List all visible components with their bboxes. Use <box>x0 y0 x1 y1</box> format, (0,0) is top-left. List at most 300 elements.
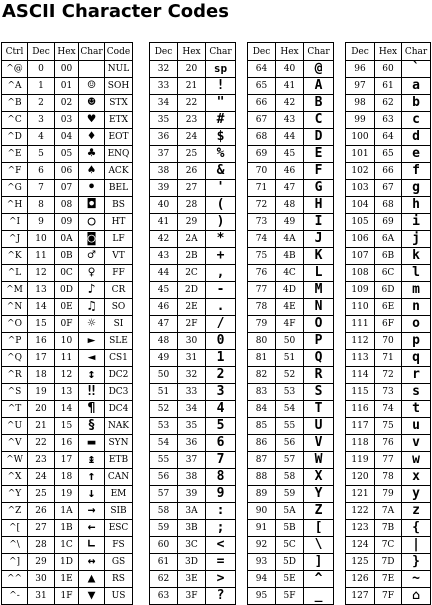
hex-cell: 57 <box>276 452 304 469</box>
table-row <box>2 214 133 231</box>
ctrl-cell: ^U <box>2 418 28 435</box>
dec-cell: 33 <box>150 78 178 95</box>
column-header-char: Char <box>402 43 431 61</box>
table-row <box>248 503 334 520</box>
char-cell: # <box>206 112 236 129</box>
char-cell: 4 <box>206 401 236 418</box>
table-row <box>346 503 431 520</box>
dec-cell: 73 <box>248 214 276 231</box>
dec-cell: 121 <box>346 486 375 503</box>
hex-cell: 03 <box>55 112 79 129</box>
hex-cell: 63 <box>375 112 402 129</box>
char-cell: z <box>402 503 431 520</box>
table-row <box>346 384 431 401</box>
uppercase-header <box>248 43 334 61</box>
hex-cell: 29 <box>178 214 206 231</box>
table-row <box>150 265 236 282</box>
table-row <box>2 248 133 265</box>
hex-cell: 59 <box>276 486 304 503</box>
dec-cell: 39 <box>150 180 178 197</box>
hex-cell: 5B <box>276 520 304 537</box>
dec-cell: 112 <box>346 333 375 350</box>
char-cell: j <box>402 231 431 248</box>
char-cell: c <box>402 112 431 129</box>
hex-cell: 76 <box>375 435 402 452</box>
char-cell: F <box>304 163 334 180</box>
char-cell: ] <box>304 554 334 571</box>
char-cell: > <box>206 571 236 588</box>
table-row <box>346 571 431 588</box>
hex-cell: 2D <box>178 282 206 299</box>
dec-cell: 30 <box>28 571 55 588</box>
char-cell: ◘ <box>79 197 105 214</box>
code-cell: EM <box>105 486 133 503</box>
char-cell: f <box>402 163 431 180</box>
char-cell: A <box>304 78 334 95</box>
char-cell: $ <box>206 129 236 146</box>
hex-cell: 7F <box>375 588 402 605</box>
dec-cell: 60 <box>150 537 178 554</box>
dec-cell: 20 <box>28 401 55 418</box>
table-row <box>346 248 431 265</box>
hex-cell: 74 <box>375 401 402 418</box>
table-row <box>248 61 334 78</box>
table-row <box>2 78 133 95</box>
char-cell: , <box>206 265 236 282</box>
table-row <box>248 469 334 486</box>
dec-cell: 99 <box>346 112 375 129</box>
dec-cell: 10 <box>28 231 55 248</box>
char-cell: o <box>402 316 431 333</box>
char-cell: ♣ <box>79 146 105 163</box>
symbols-digits-table <box>149 42 236 605</box>
hex-cell: 33 <box>178 384 206 401</box>
dec-cell: 58 <box>150 503 178 520</box>
table-row <box>346 129 431 146</box>
hex-cell: 39 <box>178 486 206 503</box>
table-row <box>346 265 431 282</box>
char-cell: < <box>206 537 236 554</box>
code-cell: ETX <box>105 112 133 129</box>
char-cell: p <box>402 333 431 350</box>
hex-cell: 55 <box>276 418 304 435</box>
dec-cell: 97 <box>346 78 375 95</box>
dec-cell: 12 <box>28 265 55 282</box>
dec-cell: 25 <box>28 486 55 503</box>
char-cell: - <box>206 282 236 299</box>
hex-cell: 5D <box>276 554 304 571</box>
char-cell: & <box>206 163 236 180</box>
char-cell: ► <box>79 333 105 350</box>
table-row <box>2 95 133 112</box>
hex-cell: 47 <box>276 180 304 197</box>
table-row <box>2 265 133 282</box>
char-cell: w <box>402 452 431 469</box>
code-cell: GS <box>105 554 133 571</box>
char-cell: } <box>402 554 431 571</box>
table-row <box>346 163 431 180</box>
table-row <box>150 554 236 571</box>
dec-cell: 44 <box>150 265 178 282</box>
char-cell: ! <box>206 78 236 95</box>
hex-cell: 2C <box>178 265 206 282</box>
table-row <box>2 367 133 384</box>
hex-cell: 23 <box>178 112 206 129</box>
table-row <box>248 146 334 163</box>
dec-cell: 87 <box>248 452 276 469</box>
table-row <box>150 214 236 231</box>
char-cell: 0 <box>206 333 236 350</box>
char-cell: a <box>402 78 431 95</box>
code-cell: FS <box>105 537 133 554</box>
hex-cell: 6F <box>375 316 402 333</box>
column-header-dec: Dec <box>150 43 178 61</box>
hex-cell: 14 <box>55 401 79 418</box>
hex-cell: 69 <box>375 214 402 231</box>
table-row <box>150 384 236 401</box>
ctrl-cell: ^M <box>2 282 28 299</box>
table-row <box>248 95 334 112</box>
hex-cell: 41 <box>276 78 304 95</box>
hex-cell: 5F <box>276 588 304 605</box>
dec-cell: 115 <box>346 384 375 401</box>
dec-cell: 109 <box>346 282 375 299</box>
char-cell: M <box>304 282 334 299</box>
hex-cell: 3F <box>178 588 206 605</box>
dec-cell: 70 <box>248 163 276 180</box>
dec-cell: 92 <box>248 537 276 554</box>
char-cell: ↓ <box>79 486 105 503</box>
hex-cell: 61 <box>375 78 402 95</box>
table-row <box>248 384 334 401</box>
hex-cell: 32 <box>178 367 206 384</box>
table-row <box>248 265 334 282</box>
code-cell: ESC <box>105 520 133 537</box>
table-row <box>346 486 431 503</box>
dec-cell: 35 <box>150 112 178 129</box>
char-cell: E <box>304 146 334 163</box>
dec-cell: 117 <box>346 418 375 435</box>
hex-cell: 04 <box>55 129 79 146</box>
code-cell: RS <box>105 571 133 588</box>
dec-cell: 32 <box>150 61 178 78</box>
code-cell: SYN <box>105 435 133 452</box>
table-row <box>248 537 334 554</box>
dec-cell: 84 <box>248 401 276 418</box>
table-row <box>346 299 431 316</box>
table-row <box>2 61 133 78</box>
char-cell: / <box>206 316 236 333</box>
table-row <box>2 554 133 571</box>
char-cell: % <box>206 146 236 163</box>
hex-cell: 60 <box>375 61 402 78</box>
char-cell: ` <box>402 61 431 78</box>
table-row <box>2 350 133 367</box>
code-cell: HT <box>105 214 133 231</box>
table-row <box>248 418 334 435</box>
char-cell: Z <box>304 503 334 520</box>
char-cell: l <box>402 265 431 282</box>
table-row <box>346 469 431 486</box>
dec-cell: 105 <box>346 214 375 231</box>
table-row <box>346 554 431 571</box>
char-cell: r <box>402 367 431 384</box>
table-row <box>150 435 236 452</box>
dec-cell: 63 <box>150 588 178 605</box>
dec-cell: 27 <box>28 520 55 537</box>
table-row <box>248 248 334 265</box>
dec-cell: 120 <box>346 469 375 486</box>
char-cell: " <box>206 95 236 112</box>
hex-cell: 52 <box>276 367 304 384</box>
char-cell: H <box>304 197 334 214</box>
column-header-code: Code <box>105 43 133 61</box>
table-row <box>346 333 431 350</box>
hex-cell: 42 <box>276 95 304 112</box>
hex-cell: 2F <box>178 316 206 333</box>
control-codes-header <box>2 43 133 61</box>
dec-cell: 2 <box>28 95 55 112</box>
char-cell: T <box>304 401 334 418</box>
table-row <box>150 248 236 265</box>
hex-cell: 30 <box>178 333 206 350</box>
header-row <box>346 43 431 61</box>
lowercase-table <box>345 42 431 605</box>
dec-cell: 53 <box>150 418 178 435</box>
dec-cell: 42 <box>150 231 178 248</box>
hex-cell: 2B <box>178 248 206 265</box>
char-cell: ♂ <box>79 248 105 265</box>
table-row <box>2 469 133 486</box>
dec-cell: 71 <box>248 180 276 197</box>
dec-cell: 74 <box>248 231 276 248</box>
hex-cell: 00 <box>55 61 79 78</box>
table-row <box>248 588 334 605</box>
table-row <box>150 78 236 95</box>
code-cell: FF <box>105 265 133 282</box>
table-row <box>2 588 133 605</box>
table-row <box>150 146 236 163</box>
char-cell: _ <box>304 588 334 605</box>
dec-cell: 72 <box>248 197 276 214</box>
dec-cell: 49 <box>150 350 178 367</box>
hex-cell: 19 <box>55 486 79 503</box>
hex-cell: 64 <box>375 129 402 146</box>
hex-cell: 0E <box>55 299 79 316</box>
char-cell: ? <box>206 588 236 605</box>
dec-cell: 22 <box>28 435 55 452</box>
dec-cell: 51 <box>150 384 178 401</box>
table-row <box>2 299 133 316</box>
dec-cell: 100 <box>346 129 375 146</box>
char-cell: J <box>304 231 334 248</box>
dec-cell: 126 <box>346 571 375 588</box>
hex-cell: 67 <box>375 180 402 197</box>
dec-cell: 8 <box>28 197 55 214</box>
table-row <box>150 401 236 418</box>
table-row <box>346 95 431 112</box>
hex-cell: 71 <box>375 350 402 367</box>
hex-cell: 70 <box>375 333 402 350</box>
code-cell: SI <box>105 316 133 333</box>
page-title: ASCII Character Codes <box>2 1 229 22</box>
table-row <box>346 78 431 95</box>
char-cell: ( <box>206 197 236 214</box>
dec-cell: 43 <box>150 248 178 265</box>
hex-cell: 7D <box>375 554 402 571</box>
dec-cell: 50 <box>150 367 178 384</box>
table-row <box>150 61 236 78</box>
ctrl-cell: ^A <box>2 78 28 95</box>
table-row <box>346 61 431 78</box>
char-cell: I <box>304 214 334 231</box>
hex-cell: 6E <box>375 299 402 316</box>
hex-cell: 3A <box>178 503 206 520</box>
column-header-dec: Dec <box>346 43 375 61</box>
hex-cell: 43 <box>276 112 304 129</box>
hex-cell: 0A <box>55 231 79 248</box>
dec-cell: 13 <box>28 282 55 299</box>
char-cell: i <box>402 214 431 231</box>
hex-cell: 36 <box>178 435 206 452</box>
table-row <box>150 486 236 503</box>
char-cell: ☺ <box>79 78 105 95</box>
table-row <box>346 418 431 435</box>
char-cell: ♠ <box>79 163 105 180</box>
hex-cell: 7B <box>375 520 402 537</box>
table-row <box>2 435 133 452</box>
hex-cell: 22 <box>178 95 206 112</box>
dec-cell: 64 <box>248 61 276 78</box>
ctrl-cell: ^E <box>2 146 28 163</box>
hex-cell: 4D <box>276 282 304 299</box>
char-cell: ☼ <box>79 316 105 333</box>
dec-cell: 38 <box>150 163 178 180</box>
table-row <box>248 316 334 333</box>
hex-cell: 08 <box>55 197 79 214</box>
hex-cell: 16 <box>55 435 79 452</box>
ctrl-cell: ^C <box>2 112 28 129</box>
ctrl-cell: ^P <box>2 333 28 350</box>
table-row <box>150 282 236 299</box>
dec-cell: 37 <box>150 146 178 163</box>
dec-cell: 98 <box>346 95 375 112</box>
hex-cell: 48 <box>276 197 304 214</box>
table-row <box>150 588 236 605</box>
char-cell: ¶ <box>79 401 105 418</box>
ctrl-cell: ^H <box>2 197 28 214</box>
hex-cell: 7A <box>375 503 402 520</box>
char-cell: ○ <box>79 214 105 231</box>
table-row <box>2 537 133 554</box>
hex-cell: 51 <box>276 350 304 367</box>
dec-cell: 17 <box>28 350 55 367</box>
control-codes-body <box>2 61 133 605</box>
table-row <box>248 367 334 384</box>
dec-cell: 123 <box>346 520 375 537</box>
table-row <box>346 231 431 248</box>
hex-cell: 24 <box>178 129 206 146</box>
char-cell: h <box>402 197 431 214</box>
lowercase-header <box>346 43 431 61</box>
char-cell: = <box>206 554 236 571</box>
char-cell: § <box>79 418 105 435</box>
hex-cell: 13 <box>55 384 79 401</box>
char-cell: s <box>402 384 431 401</box>
dec-cell: 118 <box>346 435 375 452</box>
header-row <box>248 43 334 61</box>
table-row <box>2 503 133 520</box>
hex-cell: 7C <box>375 537 402 554</box>
hex-cell: 56 <box>276 435 304 452</box>
table-row <box>346 401 431 418</box>
char-cell: k <box>402 248 431 265</box>
dec-cell: 125 <box>346 554 375 571</box>
hex-cell: 7E <box>375 571 402 588</box>
dec-cell: 127 <box>346 588 375 605</box>
code-cell: BS <box>105 197 133 214</box>
table-row <box>346 537 431 554</box>
table-row <box>248 486 334 503</box>
dec-cell: 101 <box>346 146 375 163</box>
table-row <box>2 112 133 129</box>
char-cell: ↕ <box>79 367 105 384</box>
hex-cell: 65 <box>375 146 402 163</box>
dec-cell: 21 <box>28 418 55 435</box>
dec-cell: 62 <box>150 571 178 588</box>
hex-cell: 3C <box>178 537 206 554</box>
char-cell: U <box>304 418 334 435</box>
char-cell: ; <box>206 520 236 537</box>
table-row <box>2 197 133 214</box>
hex-cell: 5A <box>276 503 304 520</box>
table-row <box>2 163 133 180</box>
table-row <box>248 129 334 146</box>
dec-cell: 80 <box>248 333 276 350</box>
char-cell: ♪ <box>79 282 105 299</box>
code-cell: NUL <box>105 61 133 78</box>
code-cell: SIB <box>105 503 133 520</box>
table-row <box>248 350 334 367</box>
ctrl-cell: ^D <box>2 129 28 146</box>
dec-cell: 56 <box>150 469 178 486</box>
dec-cell: 36 <box>150 129 178 146</box>
dec-cell: 45 <box>150 282 178 299</box>
dec-cell: 14 <box>28 299 55 316</box>
dec-cell: 81 <box>248 350 276 367</box>
table-row <box>248 299 334 316</box>
ctrl-cell: ^\ <box>2 537 28 554</box>
char-cell: ∟ <box>79 537 105 554</box>
table-row <box>346 316 431 333</box>
dec-cell: 111 <box>346 316 375 333</box>
char-cell: O <box>304 316 334 333</box>
dec-cell: 114 <box>346 367 375 384</box>
code-cell: DC4 <box>105 401 133 418</box>
char-cell: 3 <box>206 384 236 401</box>
hex-cell: 0B <box>55 248 79 265</box>
char-cell: ♥ <box>79 112 105 129</box>
table-row <box>2 520 133 537</box>
symbols-digits-header <box>150 43 236 61</box>
hex-cell: 12 <box>55 367 79 384</box>
hex-cell: 79 <box>375 486 402 503</box>
char-cell: ~ <box>402 571 431 588</box>
char-cell: m <box>402 282 431 299</box>
dec-cell: 90 <box>248 503 276 520</box>
table-row <box>2 231 133 248</box>
ctrl-cell: ^Y <box>2 486 28 503</box>
